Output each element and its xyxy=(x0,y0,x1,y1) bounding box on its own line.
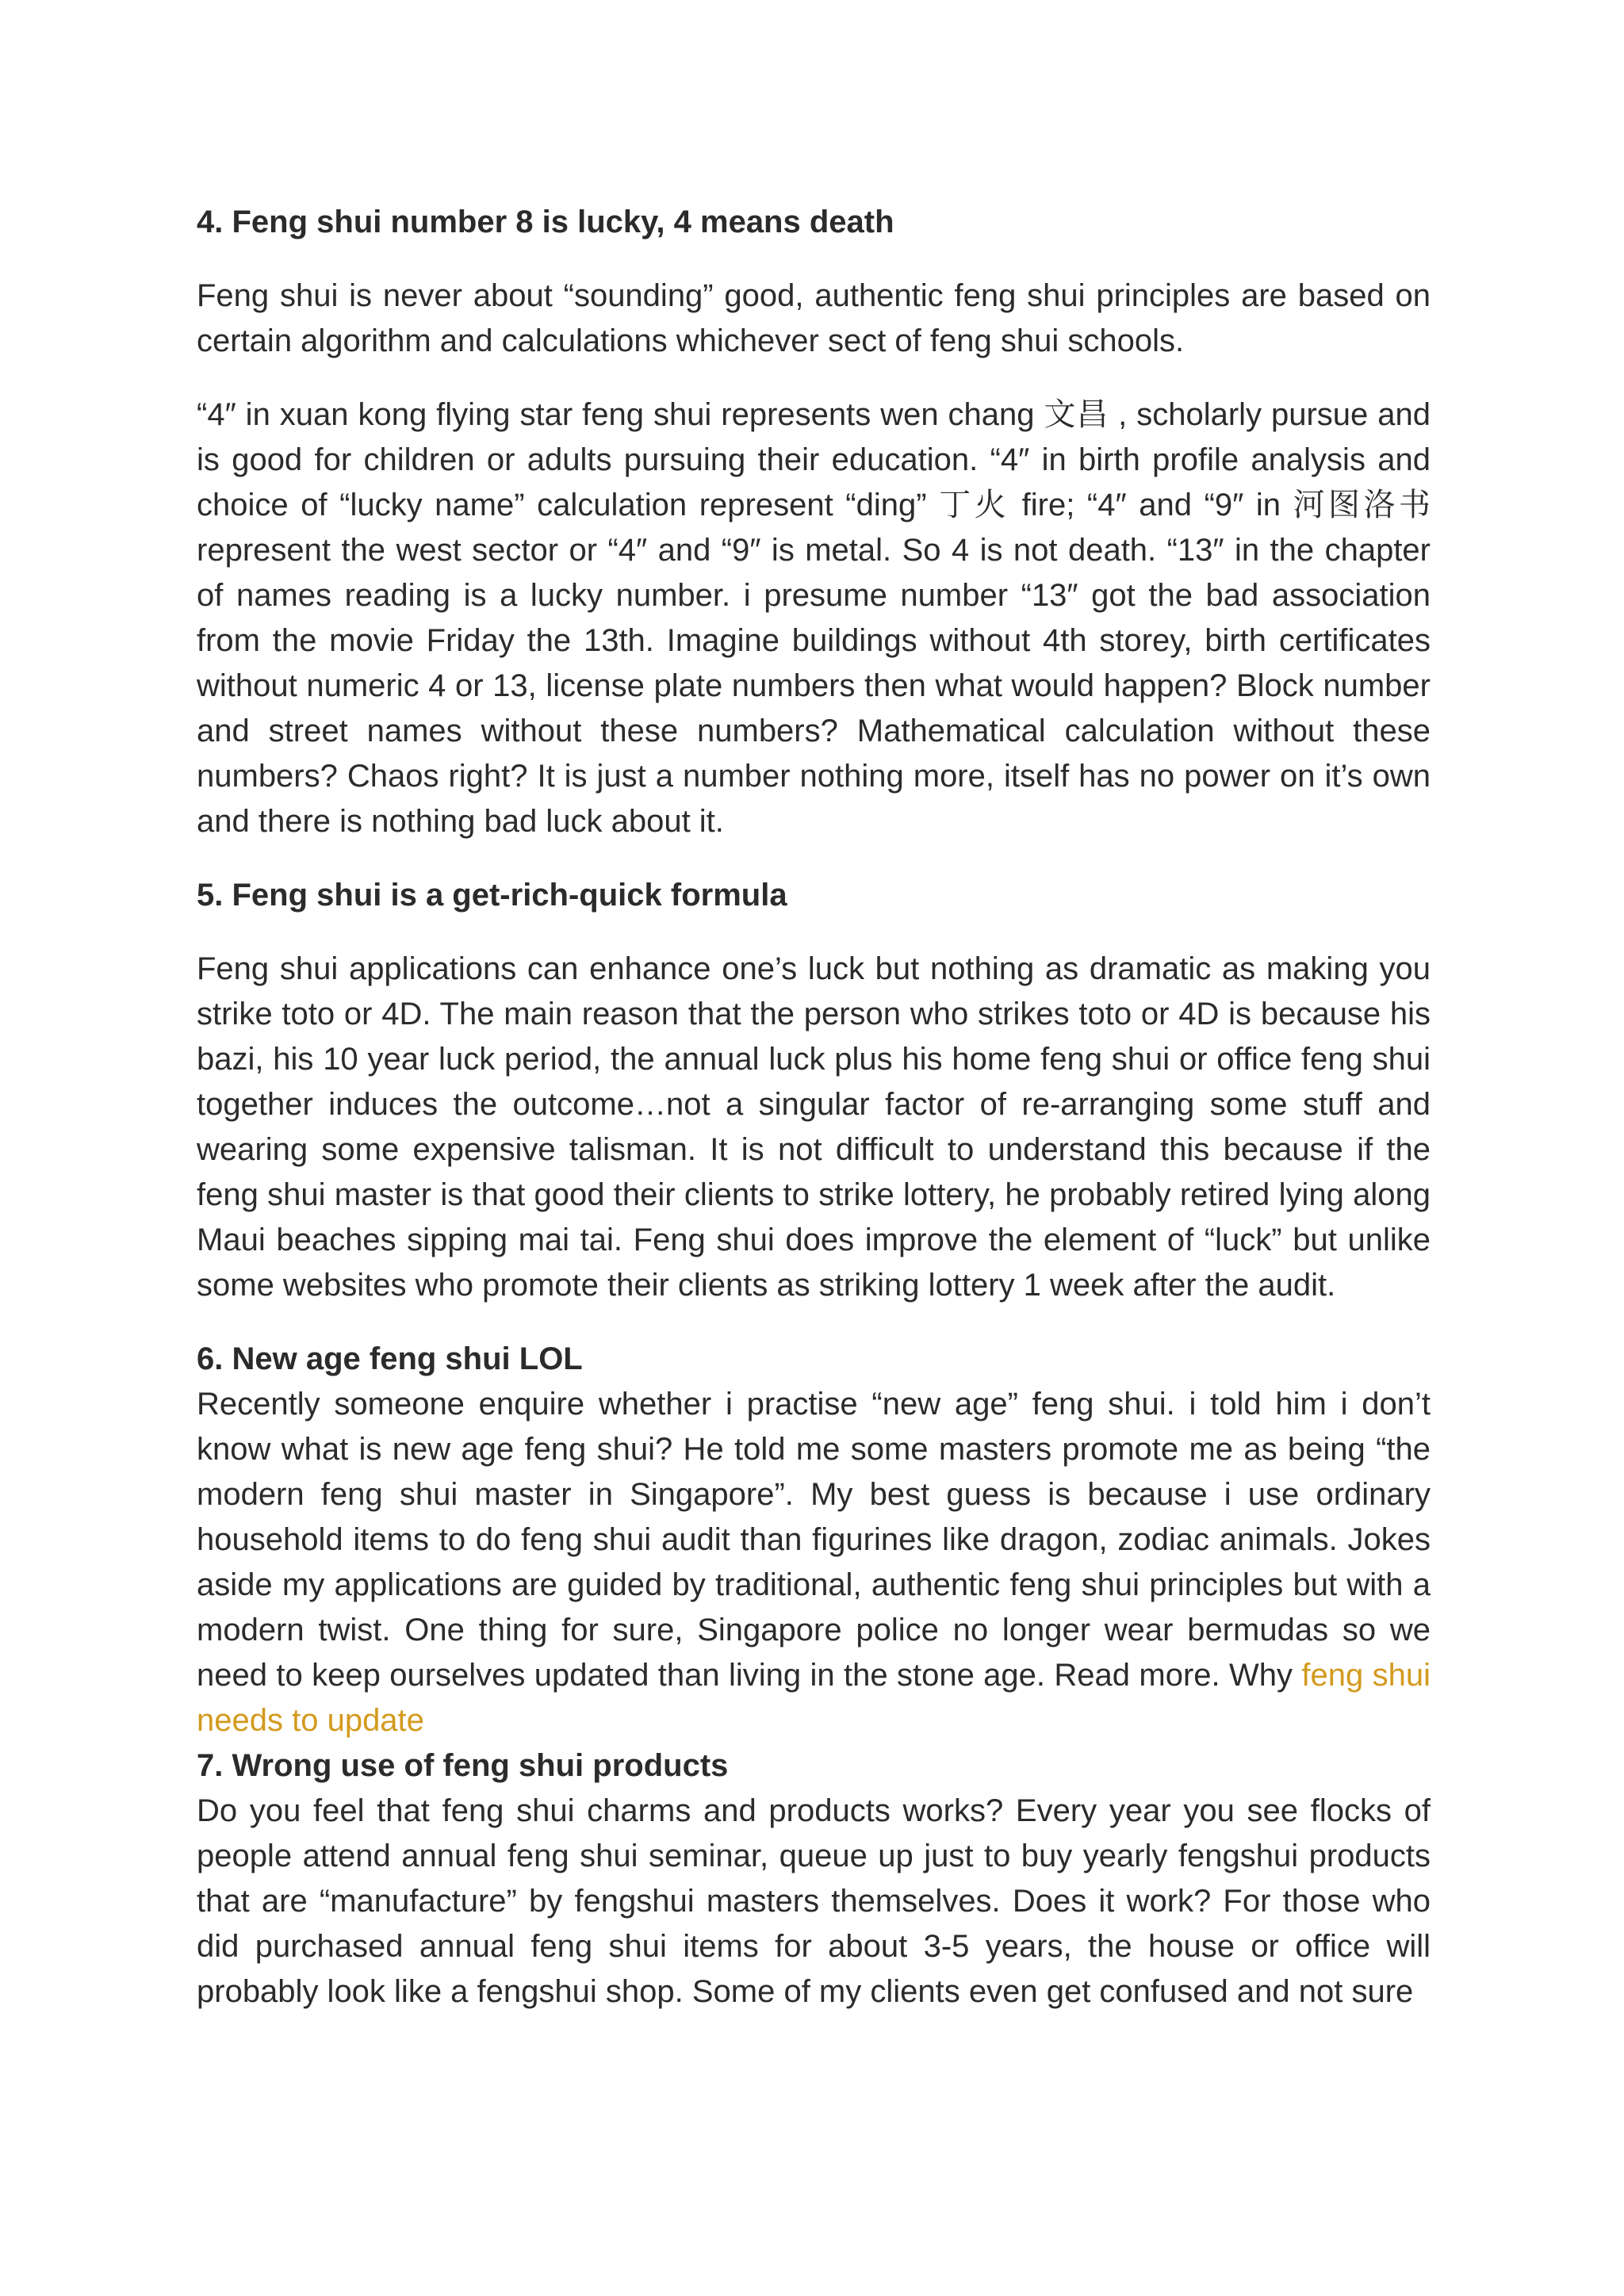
section-heading-6: 6. New age feng shui LOL xyxy=(197,1341,583,1376)
section-5-paragraph-1: Feng shui applications can enhance one’s luck but nothing as dramatic as making you strike toto or 4D. The main reason that the person who strikes toto or 4D is because his bazi, his 10 year luck period, the annual luck plus his home feng shui or office feng shui together induces the outcome…not a singular factor of re-arranging some stuff and wearing some expensive talisman. It is not difficult to understand this because if the feng shui master is that good their clients to strike lottery, he probably retired lying along Maui beaches sipping mai tai. Feng shui does improve the element of “luck” but unlike some websites who promote their clients as striking lottery 1 week after the audit. xyxy=(197,951,1431,1303)
section-6-paragraph-1 xyxy=(197,1382,1431,1743)
section-4-paragraph-2: “4″ in xuan kong flying star feng shui represents wen chang 文昌 , scholarly pursue and is good for children or adults pursuing their education. “4″ in birth profile analysis and choice of “lucky name” calculation represent “ding” 丁火 fire; “4″ and “9″ in 河图洛书 represent the west sector or “4″ and “9″ is metal. So 4 is not death. “13″ in the chapter of names reading is a lucky number. i presume number “13″ got the bad association from the movie Friday the 13th. Imagine buildings without 4th storey, birth certificates without numeric 4 or 13, license plate numbers then what would happen? Block number and street names without these numbers? Mathematical calculation without these numbers? Chaos right? It is just a number nothing more, itself has no power on it’s own and there is nothing bad luck about it. xyxy=(197,397,1431,839)
section-4-paragraph-1: Feng shui is never about “sounding” good, authentic feng shui principles are based on certain algorithm and calculations whichever sect of feng shui schools. xyxy=(197,278,1431,358)
document-page xyxy=(197,200,1431,2015)
section-heading-4: 4. Feng shui number 8 is lucky, 4 means death xyxy=(197,205,894,239)
feng-shui-update-link[interactable]: feng shui needs to update xyxy=(197,1658,1431,1738)
section-7-paragraph-1: Do you feel that feng shui charms and products works? Every year you see flocks of people attend annual feng shui seminar, queue up just to buy yearly fengshui products that are “manufacture” by fengshui masters themselves. Does it work? For those who did purchased annual feng shui items for about 3-5 years, the house or office will probably look like a fengshui shop. Some of my clients even get confused and not sure xyxy=(197,1793,1431,2009)
section-6-paragraph-text: Recently someone enquire whether i practise “new age” feng shui. i told him i don’t know what is new age feng shui? He told me some masters promote me as being “the modern feng shui master in Singapore”. My best guess is because i use ordinary household items to do feng shui audit than figurines like dragon, zodiac animals. Jokes aside my applications are guided by traditional, authentic feng shui principles but with a modern twist. One thing for sure, Singapore police no longer wear bermudas so we need to keep ourselves updated than living in the stone age. Read more. Why xyxy=(197,1387,1431,1693)
section-heading-7: 7. Wrong use of feng shui products xyxy=(197,1748,729,1783)
section-heading-5: 5. Feng shui is a get-rich-quick formula xyxy=(197,878,787,913)
